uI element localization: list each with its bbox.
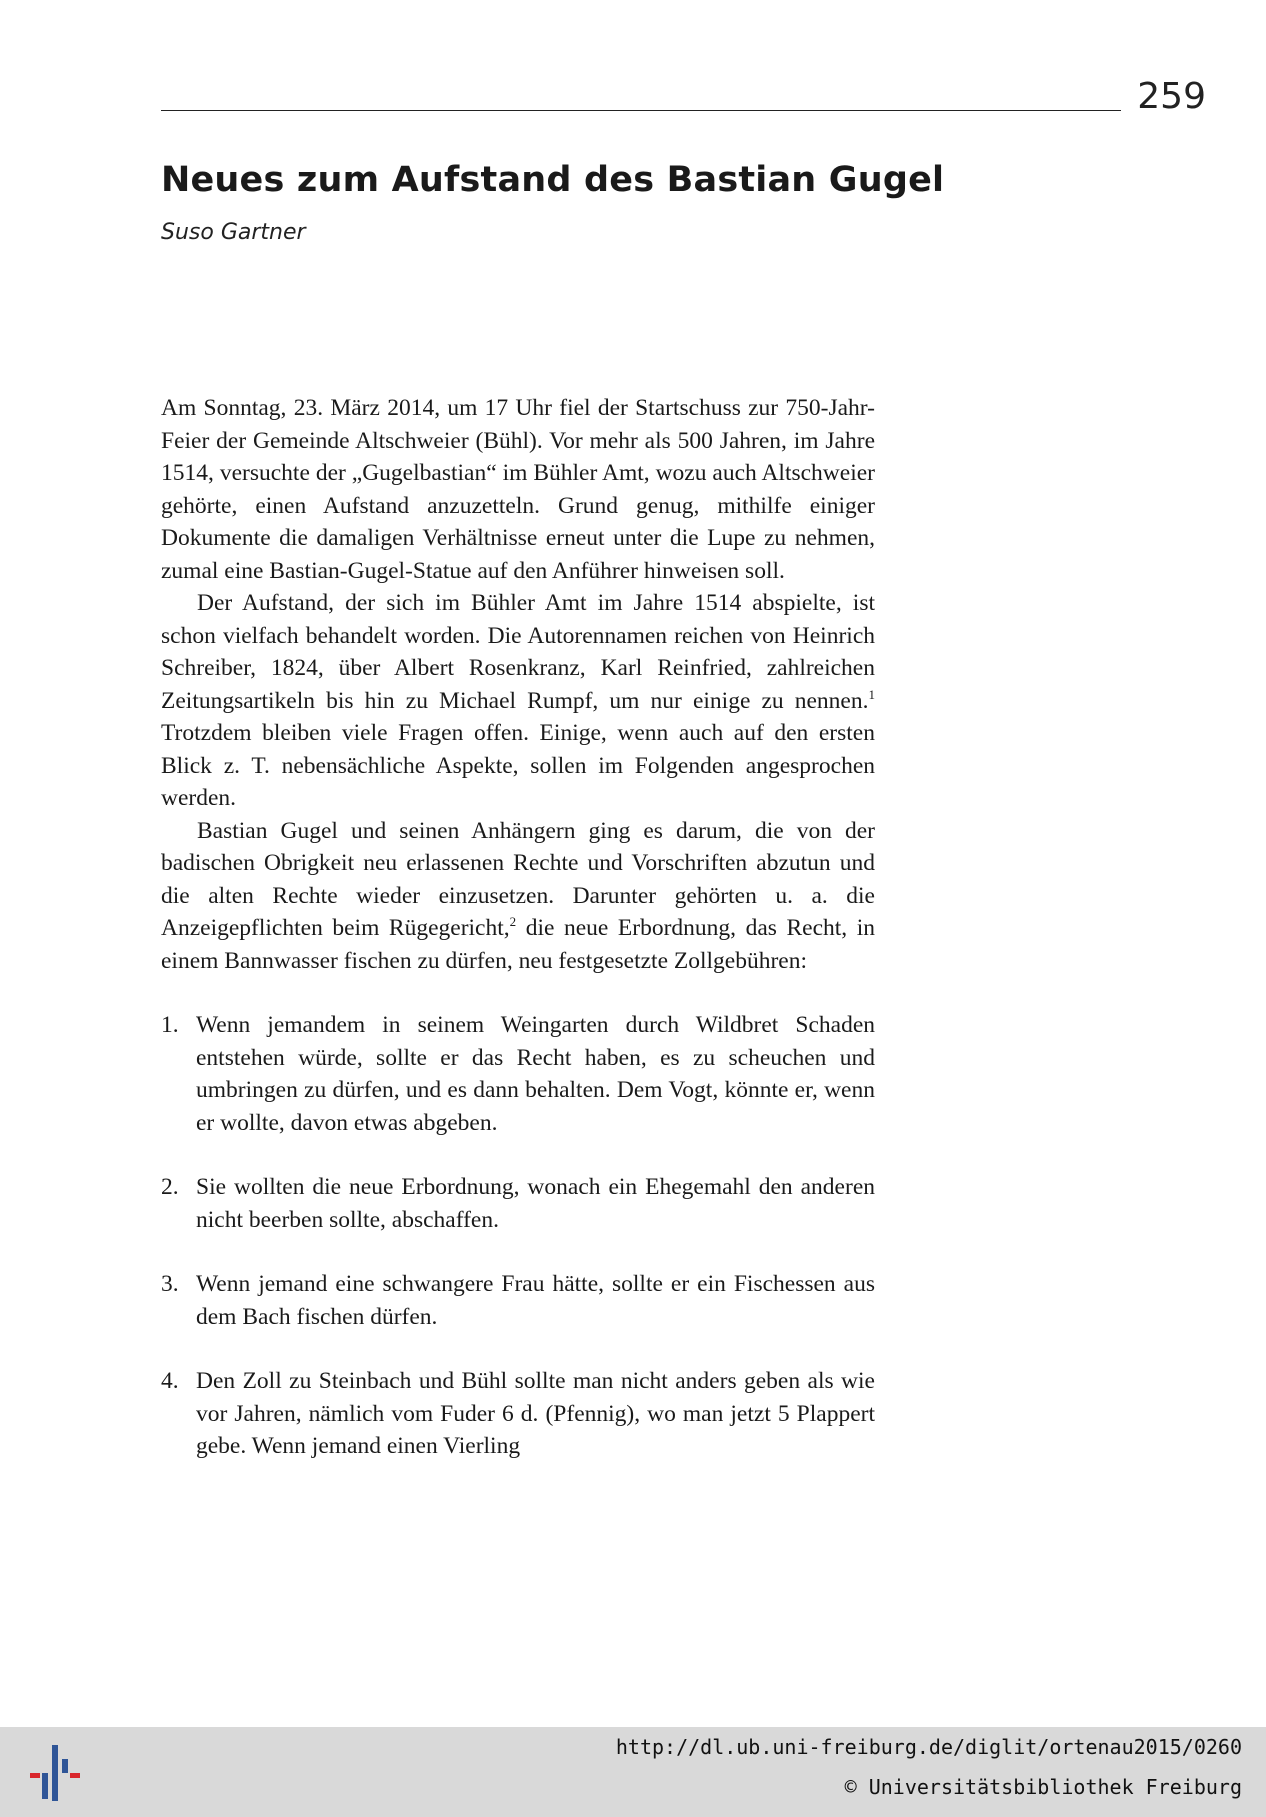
library-logo-icon: [30, 1741, 80, 1805]
list-item: [161, 1171, 875, 1236]
footnote-mark[interactable]: 1: [868, 686, 875, 702]
list-item: [161, 1268, 875, 1333]
list-number: 1.: [161, 1012, 179, 1038]
header-rule: [161, 110, 1121, 111]
footer-url-link[interactable]: http://dl.ub.uni-freiburg.de/diglit/ortenau2015/0260: [615, 1735, 1242, 1759]
list-text: Wenn jemandem in seinem Weingarten durch Wildbret Schaden entstehen würde, sollte er das Recht haben, es zu scheuchen und umbringen zu dürfen, und es dann behalten. Dem Vogt, könnte er, wenn er wollte, davon etwas abgeben.: [196, 1012, 875, 1136]
article-author: Suso Gartner: [161, 220, 306, 245]
list-text: Den Zoll zu Steinbach und Bühl sollte man nicht anders geben als wie vor Jahren, nämlich vom Fuder 6 d. (Pfennig), wo man jetzt 5 Plappert gebe. Wenn jemand einen Vierling: [196, 1368, 875, 1459]
list-number: 2.: [161, 1174, 179, 1200]
paragraph: [161, 815, 875, 978]
article-body: [161, 392, 875, 1495]
footer-bar: [0, 1727, 1266, 1817]
list-number: 3.: [161, 1271, 179, 1297]
list-item: [161, 1009, 875, 1139]
page-number: 259: [1137, 76, 1206, 117]
demands-list: [161, 1009, 875, 1463]
footer-copyright: © Universitätsbibliothek Freiburg: [844, 1775, 1242, 1799]
paragraph-text: die neue Erbordnung, das Recht, in einem Bannwasser fischen zu dürfen, neu festgesetzte Zollgebühren:: [161, 915, 876, 974]
paragraph-text: Der Aufstand, der sich im Bühler Amt im Jahre 1514 abspielte, ist schon vielfach behandelt worden. Die Autorennamen reichen von Heinrich Schreiber, 1824, über Albert Rosenkranz, Karl Reinfried, zahlreichen Zeitungsartikeln bis hin zu Michael Rumpf, um nur einige zu nennen.: [161, 590, 875, 714]
list-text: Wenn jemand eine schwangere Frau hätte, sollte er ein Fischessen aus dem Bach fischen dürfen.: [196, 1271, 875, 1330]
list-text: Sie wollten die neue Erbordnung, wonach ein Ehegemahl den anderen nicht beerben sollte, abschaffen.: [196, 1174, 875, 1233]
footnote-mark[interactable]: 2: [509, 914, 517, 930]
list-item: [161, 1365, 875, 1463]
list-number: 4.: [161, 1368, 179, 1394]
paragraph-text: Trotzdem bleiben viele Fragen offen. Einige, wenn auch auf den ersten Blick z. T. nebensächliche Aspekte, sollen im Folgenden angesprochen werden.: [161, 720, 875, 811]
paragraph: [161, 587, 875, 815]
article-title: Neues zum Aufstand des Bastian Gugel: [161, 160, 945, 200]
paragraph-text: Bastian Gugel und seinen Anhängern ging es darum, die von der badischen Obrigkeit neu erlassenen Rechte und Vorschriften abzutun und die alten Rechte wieder einzusetzen. Darunter gehörten u. a. die Anzeigepflichten beim Rügegericht,: [161, 817, 875, 941]
paragraph: Am Sonntag, 23. März 2014, um 17 Uhr fiel der Startschuss zur 750-Jahr-Feier der Gemeinde Altschweier (Bühl). Vor mehr als 500 Jahren, im Jahre 1514, versuchte der „Gugelbastian“ im Bühler Amt, wozu auch Altschweier gehörte, einen Aufstand anzuzetteln. Grund genug, mithilfe einiger Dokumente die damaligen Verhältnisse erneut unter die Lupe zu nehmen, zumal eine Bastian-Gugel-Statue auf den Anführer hinweisen soll.: [161, 395, 875, 584]
